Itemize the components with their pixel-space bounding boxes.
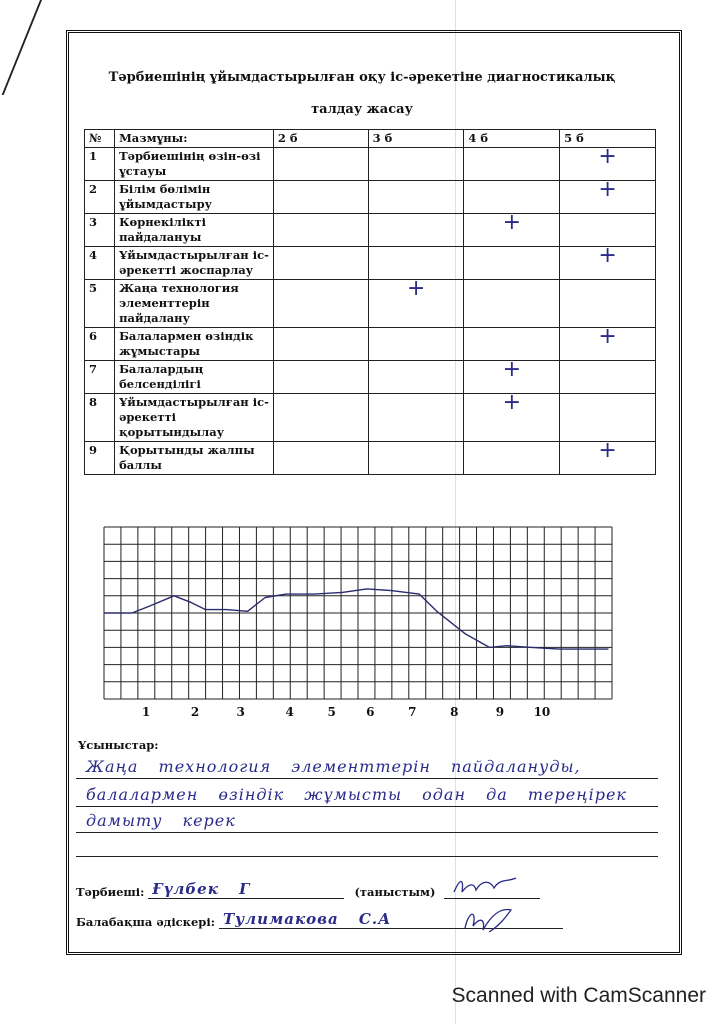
recommendations-label: Ұсыныстар: bbox=[78, 738, 159, 752]
row-number: 5 bbox=[85, 280, 115, 328]
row-number: 9 bbox=[85, 442, 115, 475]
score-cell bbox=[368, 181, 464, 214]
series-line bbox=[104, 589, 609, 649]
score-cell bbox=[560, 177, 656, 214]
acknowledged-signature-field bbox=[444, 882, 540, 899]
signature-scribble bbox=[450, 876, 520, 898]
table-row bbox=[85, 148, 656, 181]
x-tick-label: 1 bbox=[141, 705, 151, 719]
score-cell bbox=[560, 361, 656, 394]
table-row bbox=[85, 361, 656, 394]
check-mark: + bbox=[406, 276, 426, 301]
header-score-4: 4 б bbox=[464, 130, 560, 148]
methodist-name: Тулимакова С.А bbox=[222, 910, 392, 928]
check-mark: + bbox=[502, 390, 522, 415]
score-cell bbox=[560, 144, 656, 181]
check-mark: + bbox=[598, 324, 617, 349]
table-row bbox=[85, 247, 656, 280]
row-number: 4 bbox=[85, 247, 115, 280]
score-cell bbox=[368, 442, 464, 475]
teacher-signature-row bbox=[76, 882, 540, 899]
diagnostic-table bbox=[84, 129, 656, 475]
score-cell bbox=[560, 394, 656, 442]
score-cell bbox=[273, 328, 368, 361]
score-cell bbox=[273, 181, 368, 214]
document-title: Тәрбиешінің ұйымдастырылған оқу іс-әрекетіне диагностикалық bbox=[108, 70, 616, 85]
row-content: Тәрбиешінің өзін-өзі ұстауы bbox=[115, 148, 274, 181]
score-cell bbox=[273, 394, 368, 442]
x-tick-label: 5 bbox=[327, 705, 336, 719]
score-cell bbox=[368, 276, 464, 328]
check-mark: + bbox=[502, 210, 522, 235]
document-subtitle: талдау жасау bbox=[311, 102, 413, 117]
table-row bbox=[85, 394, 656, 442]
table-row bbox=[85, 328, 656, 361]
recommendation-text-1: Жаңа технология элементтерін пайдалануды, bbox=[86, 757, 581, 776]
methodist-label: Балабақша әдіскері: bbox=[76, 915, 215, 929]
x-tick-label: 9 bbox=[495, 705, 505, 719]
score-cell bbox=[560, 214, 656, 247]
recommendation-line-2 bbox=[76, 780, 658, 807]
row-number: 3 bbox=[85, 214, 115, 247]
row-number: 8 bbox=[85, 394, 115, 442]
x-tick-label: 3 bbox=[236, 705, 245, 719]
score-cell bbox=[464, 148, 560, 181]
methodist-signature-row bbox=[76, 912, 563, 929]
table-row bbox=[85, 181, 656, 214]
check-mark: + bbox=[598, 177, 617, 202]
row-number: 2 bbox=[85, 181, 115, 214]
score-cell bbox=[273, 247, 368, 280]
check-mark: + bbox=[598, 438, 617, 463]
camscanner-watermark: Scanned with CamScanner bbox=[451, 984, 706, 1007]
x-tick-label: 2 bbox=[190, 705, 200, 719]
table-row bbox=[85, 442, 656, 475]
header-content: Мазмұны: bbox=[115, 130, 274, 148]
methodist-signature-scribble bbox=[459, 906, 519, 934]
check-mark: + bbox=[502, 357, 522, 382]
score-cell bbox=[464, 328, 560, 361]
score-cell bbox=[368, 394, 464, 442]
score-cell bbox=[273, 442, 368, 475]
x-tick-label: 7 bbox=[408, 705, 417, 719]
score-cell bbox=[368, 328, 464, 361]
score-cell bbox=[560, 438, 656, 475]
row-number: 7 bbox=[85, 361, 115, 394]
score-cell bbox=[464, 210, 560, 247]
score-cell bbox=[560, 280, 656, 328]
table-header-row bbox=[85, 130, 656, 148]
row-content: Балалармен өзіндік жұмыстары bbox=[115, 328, 274, 361]
methodist-name-field bbox=[219, 912, 563, 929]
score-cell bbox=[273, 214, 368, 247]
acknowledged-label: (таныстым) bbox=[354, 885, 436, 899]
score-cell bbox=[464, 442, 560, 475]
score-cell bbox=[368, 247, 464, 280]
recommendation-line-4 bbox=[76, 830, 658, 857]
row-content: Балалардың белсенділігі bbox=[115, 361, 274, 394]
teacher-name: Ғүлбек Г bbox=[152, 880, 251, 898]
header-number: № bbox=[85, 130, 115, 148]
check-mark: + bbox=[598, 144, 617, 169]
row-content: Ұйымдастырылған іс-әрекетті қорытындылау bbox=[115, 394, 274, 442]
line-chart bbox=[104, 527, 612, 726]
x-tick-label: 8 bbox=[450, 705, 459, 719]
score-cell bbox=[464, 280, 560, 328]
row-content: Ұйымдастырылған іс-әрекетті жоспарлау bbox=[115, 247, 274, 280]
score-cell bbox=[560, 324, 656, 361]
header-score-3: 3 б bbox=[368, 130, 464, 148]
row-content: Білім бөлімін ұйымдастыру bbox=[115, 181, 274, 214]
row-content: Көрнекілікті пайдалануы bbox=[115, 214, 274, 247]
recommendation-line-1 bbox=[76, 752, 658, 779]
x-tick-label: 4 bbox=[285, 705, 294, 719]
score-cell bbox=[273, 280, 368, 328]
score-cell bbox=[560, 243, 656, 280]
recommendation-text-3: дамыту керек bbox=[86, 811, 236, 830]
score-cell bbox=[464, 181, 560, 214]
score-cell bbox=[368, 214, 464, 247]
score-cell bbox=[273, 148, 368, 181]
chart-svg bbox=[104, 527, 612, 722]
check-mark: + bbox=[598, 243, 617, 268]
score-cell bbox=[368, 148, 464, 181]
x-tick-label: 6 bbox=[366, 705, 375, 719]
score-cell bbox=[464, 357, 560, 394]
row-number: 1 bbox=[85, 148, 115, 181]
row-number: 6 bbox=[85, 328, 115, 361]
table-row bbox=[85, 214, 656, 247]
x-tick-label: 10 bbox=[533, 705, 551, 719]
score-cell bbox=[464, 390, 560, 442]
row-content: Қорытынды жалпы баллы bbox=[115, 442, 274, 475]
score-cell bbox=[464, 247, 560, 280]
header-score-2: 2 б bbox=[273, 130, 368, 148]
score-cell bbox=[368, 361, 464, 394]
table-row bbox=[85, 280, 656, 328]
recommendation-text-2: балалармен өзіндік жұмысты одан да тереңірек bbox=[86, 785, 627, 804]
teacher-label: Тәрбиеші: bbox=[76, 885, 145, 899]
score-cell bbox=[273, 361, 368, 394]
header-score-5: 5 б bbox=[560, 130, 656, 148]
teacher-name-field bbox=[148, 882, 344, 899]
recommendation-line-3 bbox=[76, 806, 658, 833]
row-content: Жаңа технология элементтерін пайдалану bbox=[115, 280, 274, 328]
